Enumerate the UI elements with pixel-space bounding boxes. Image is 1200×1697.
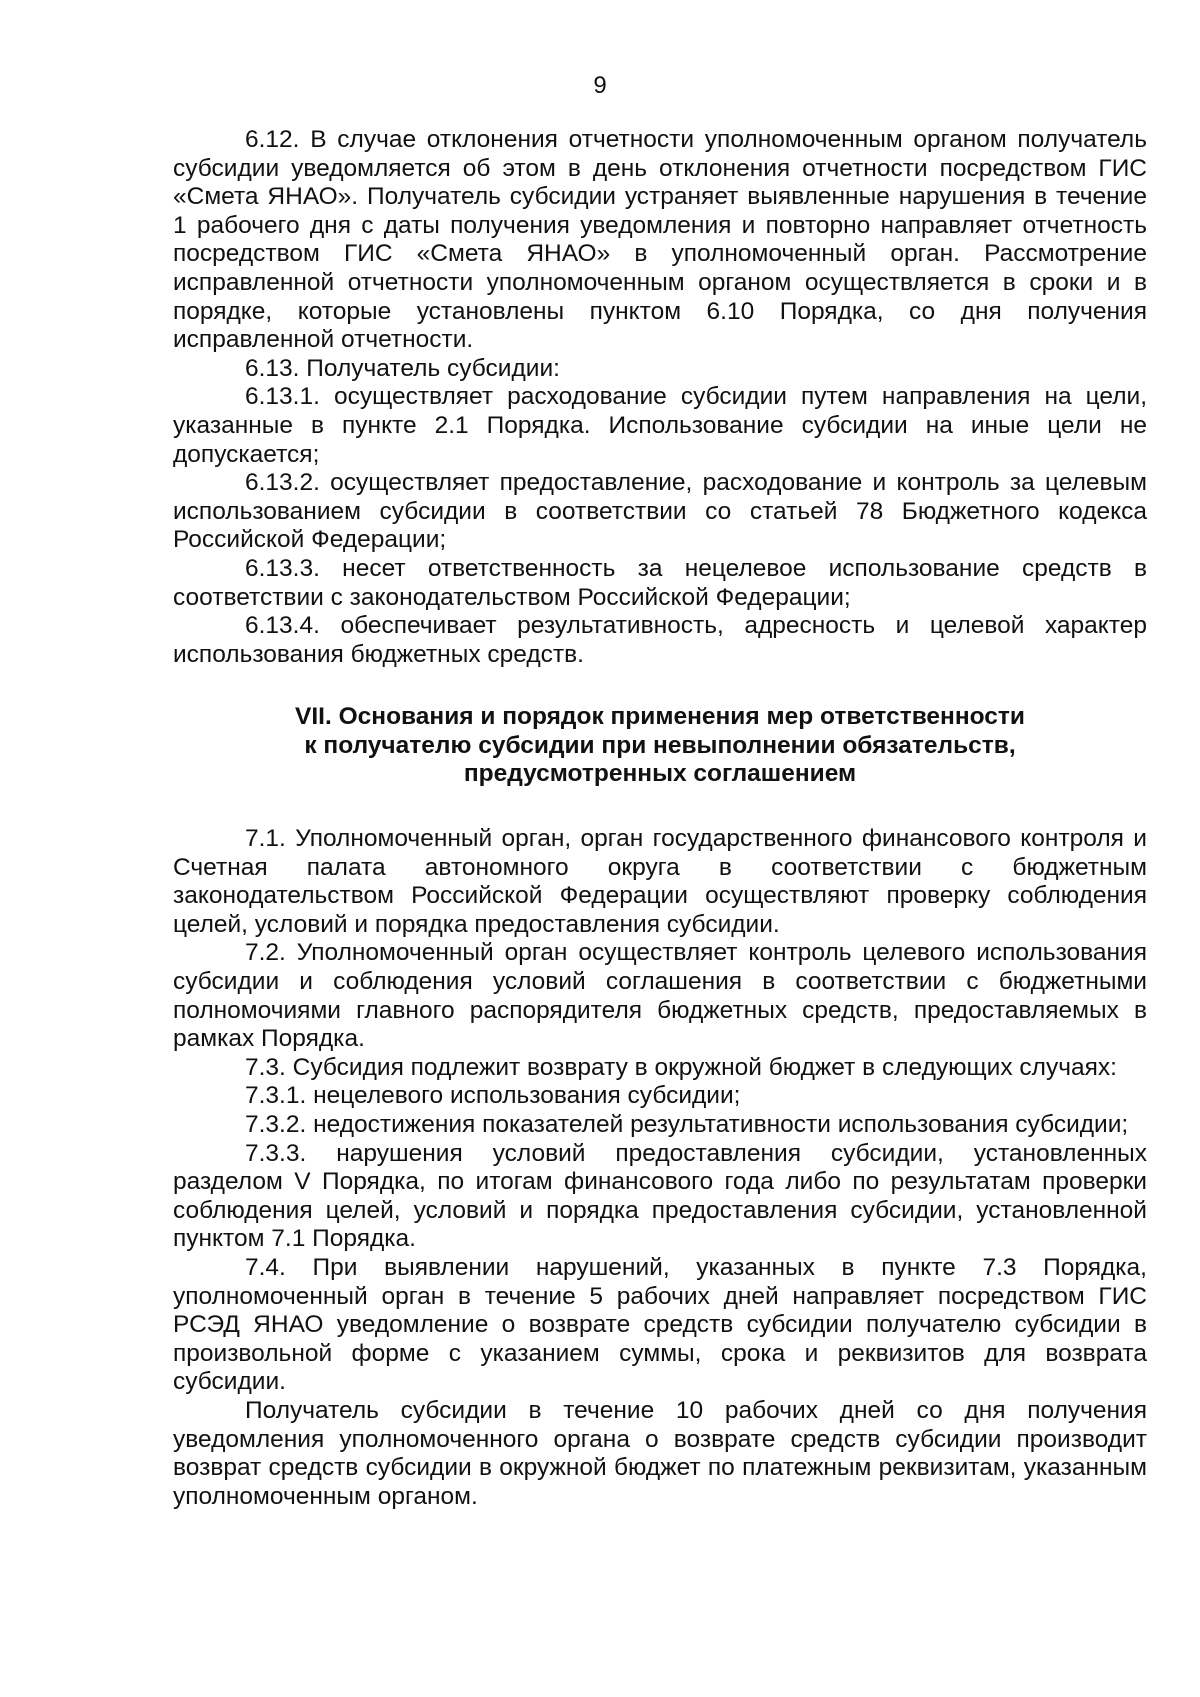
paragraph-7-3: 7.3. Субсидия подлежит возврату в окружной бюджет в следующих случаях: xyxy=(245,1053,1117,1081)
paragraph-7-3-2: 7.3.2. недостижения показателей результативности использования субсидии; xyxy=(245,1111,1129,1138)
paragraph-7-3-1: 7.3.1. нецелевого использования субсидии; xyxy=(245,1082,741,1110)
paragraph-7-2: 7.2. Уполномоченный орган осуществляет контроль целевого использования субсидии и соблюдения условий соглашения в соответствии с бюджетными полномочиями главного распорядителя бюджетных средств, предоставляемых в рамках Порядка. xyxy=(173,939,1147,1053)
paragraph-6-13-4: 6.13.4. обеспечивает результативность, адресность и целевой характер использования бюджетных средств. xyxy=(173,612,1147,668)
page-number: 9 xyxy=(593,72,607,99)
paragraph-6-12: 6.12. В случае отклонения отчетности уполномоченным органом получатель субсидии уведомляется об этом в день отклонения отчетности посредством ГИС «Смета ЯНАО». Получатель субсидии устраняет выявленные нарушения в течение 1 рабочего дня с даты получения уведомления и повторно направляет отчетность посредством ГИС «Смета ЯНАО» в уполномоченный орган. Рассмотрение исправленной отчетности уполномоченным органом осуществляется в сроки и в порядке, которые установлены пунктом 6.10 Порядка, со дня получения исправленной отчетности. xyxy=(173,126,1147,354)
section-heading xyxy=(173,703,1147,789)
paragraph-6-13-3: 6.13.3. несет ответственность за нецелевое использование средств в соответствии с законодательством Российской Федерации; xyxy=(173,554,1147,611)
document-body xyxy=(173,126,1147,1511)
paragraph-6-13: 6.13. Получатель субсидии: xyxy=(245,354,560,382)
paragraph-7-3-3: 7.3.3. нарушения условий предоставления субсидии, установленных разделом V Порядка, по итогам финансового года либо по результатам проверки соблюдения целей, условий и порядка предоставления субсидии, установленной пунктом 7.1 Порядка. xyxy=(173,1139,1147,1253)
section-heading-line-2: к получателю субсидии при невыполнении обязательств, xyxy=(304,731,1016,759)
section-heading-line-1: VII. Основания и порядок применения мер ответственности xyxy=(295,703,1025,731)
section-heading-line-3: предусмотренных соглашением xyxy=(463,760,857,788)
paragraph-6-13-1: 6.13.1. осуществляет расходование субсидии путем направления на цели, указанные в пункте 2.1 Порядка. Использование субсидии на иные цели не допускается; xyxy=(173,383,1147,468)
paragraph-7-4: 7.4. При выявлении нарушений, указанных в пункте 7.3 Порядка, уполномоченный орган в течение 5 рабочих дней направляет посредством ГИС РСЭД ЯНАО уведомление о возврате средств субсидии получателю субсидии в произвольной форме с указанием суммы, срока и реквизитов для возврата субсидии. xyxy=(173,1253,1147,1396)
paragraph-7-4-continued: Получатель субсидии в течение 10 рабочих дней со дня получения уведомления уполномоченного органа о возврате средств субсидии производит возврат средств субсидии в окружной бюджет по платежным реквизитам, указанным уполномоченным органом. xyxy=(173,1396,1147,1510)
paragraph-6-13-2: 6.13.2. осуществляет предоставление, расходование и контроль за целевым использованием субсидии в соответствии со статьей 78 Бюджетного кодекса Российской Федерации; xyxy=(173,469,1147,554)
paragraph-7-1: 7.1. Уполномоченный орган, орган государственного финансового контроля и Счетная палата автономного округа в соответствии с бюджетным законодательством Российской Федерации осуществляют проверку соблюдения целей, условий и порядка предоставления субсидии. xyxy=(173,825,1147,938)
